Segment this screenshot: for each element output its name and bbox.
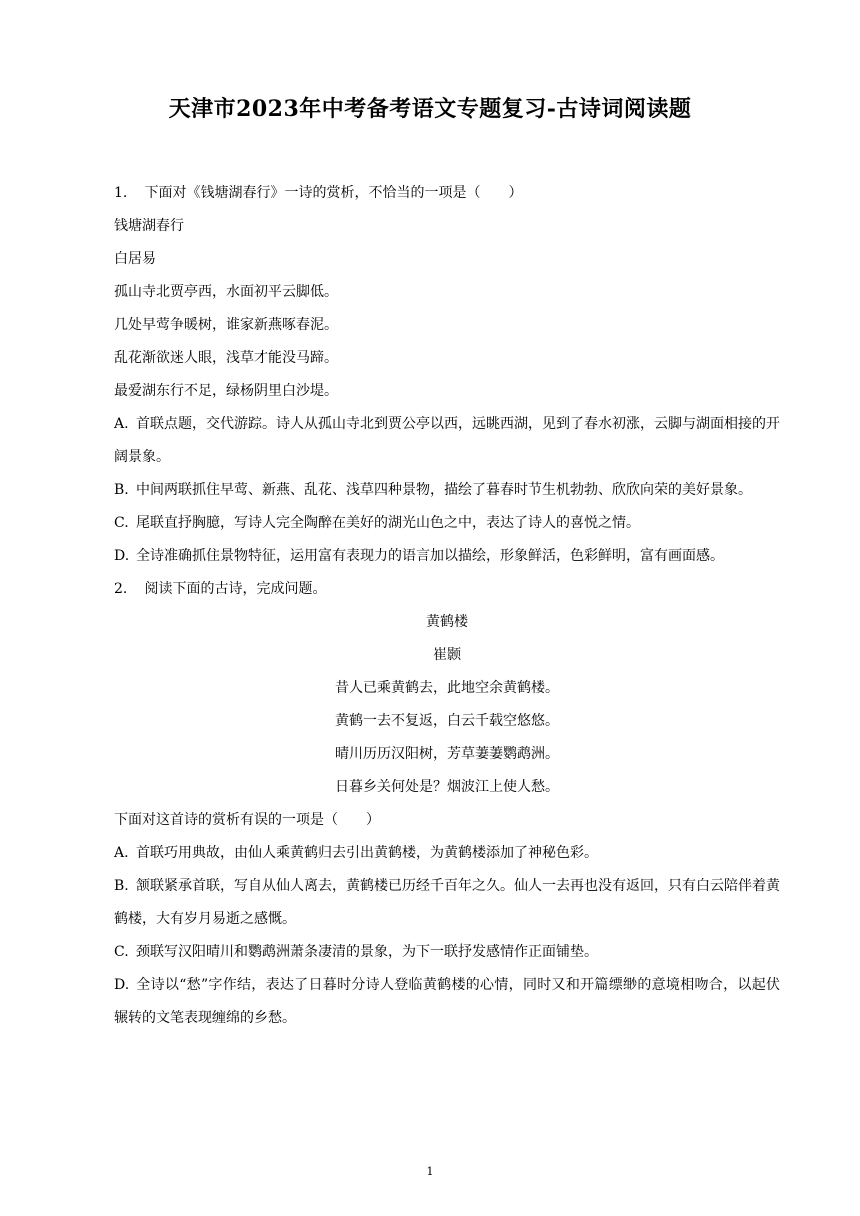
poem-1-line: 孤山寺北贾亭西，水面初平云脚低。 — [114, 284, 338, 300]
option-letter: D. — [114, 977, 130, 993]
option-letter: A. — [114, 416, 129, 432]
poem-1-line: 最爱湖东行不足，绿杨阴里白沙堤。 — [114, 383, 338, 399]
question-1-option-c — [114, 507, 780, 540]
question-2-prompt: 下面对这首诗的赏析有误的一项是（ ） — [114, 812, 380, 828]
option-text: 首联点题，交代游踪。诗人从孤山寺北到贾公亭以西，远眺西湖，见到了春水初涨，云脚与湖面相接的开阔景象。 — [114, 416, 780, 465]
option-text: 尾联直抒胸臆，写诗人完全陶醉在美好的湖光山色之中，表达了诗人的喜悦之情。 — [136, 515, 640, 531]
option-text: 全诗以“愁”字作结，表达了日暮时分诗人登临黄鹤楼的心情，同时又和开篇缥缈的意境相吻合，以起伏辗转的文笔表现缠绵的乡愁。 — [114, 977, 780, 1026]
poem-1-author: 白居易 — [114, 251, 156, 267]
poem-2-line: 晴川历历汉阳树，芳草萋萋鹦鹉洲。 — [335, 746, 559, 762]
poem-1-line: 几处早莺争暖树，谁家新燕啄春泥。 — [114, 317, 338, 333]
question-1-text: 下面对《钱塘湖春行》一诗的赏析，不恰当的一项是（ ） — [144, 185, 523, 201]
option-text: 全诗准确抓住景物特征，运用富有表现力的语言加以描绘，形象鲜活，色彩鲜明，富有画面感。 — [136, 548, 724, 564]
question-2-number: 2. — [114, 581, 128, 597]
question-1-number: 1. — [114, 185, 128, 201]
question-1-option-d — [114, 540, 780, 573]
poem-1-title: 钱塘湖春行 — [114, 218, 184, 234]
page-number: 1 — [426, 1165, 434, 1178]
option-text: 中间两联抓住早莺、新燕、乱花、浅草四种景物，描绘了暮春时节生机勃勃、欣欣向荣的美好景象。 — [136, 482, 752, 498]
question-2-option-c — [114, 936, 780, 969]
option-letter: B. — [114, 878, 129, 894]
option-letter: D. — [114, 548, 130, 564]
question-2-stem — [114, 573, 780, 606]
poem-2-line: 昔人已乘黄鹤去，此地空余黄鹤楼。 — [335, 680, 559, 696]
poem-2-line: 日暮乡关何处是？烟波江上使人愁。 — [335, 779, 559, 795]
poem-2-line: 黄鹤一去不复返，白云千载空悠悠。 — [335, 713, 559, 729]
question-2-text: 阅读下面的古诗，完成问题。 — [144, 581, 327, 597]
option-letter: C. — [114, 515, 129, 531]
question-2-option-d — [114, 969, 780, 1035]
document-body — [114, 177, 780, 1035]
page-title: 天津市2023年中考备考语文专题复习-古诗词阅读题 — [168, 96, 692, 122]
poem-2-author: 崔颢 — [433, 647, 461, 663]
question-1-option-a — [114, 408, 780, 474]
question-1-stem — [114, 177, 780, 210]
option-letter: B. — [114, 482, 129, 498]
poem-2-title: 黄鹤楼 — [426, 614, 468, 630]
question-2-option-a — [114, 837, 780, 870]
question-1-option-b — [114, 474, 780, 507]
poem-1-line: 乱花渐欲迷人眼，浅草才能没马蹄。 — [114, 350, 338, 366]
option-letter: C. — [114, 944, 129, 960]
option-letter: A. — [114, 845, 129, 861]
question-2-option-b — [114, 870, 780, 936]
option-text: 首联巧用典故，由仙人乘黄鹤归去引出黄鹤楼，为黄鹤楼添加了神秘色彩。 — [136, 845, 598, 861]
option-text: 颈联写汉阳晴川和鹦鹉洲萧条凄清的景象，为下一联抒发感情作正面铺垫。 — [136, 944, 598, 960]
option-text: 颔联紧承首联，写自从仙人离去，黄鹤楼已历经千百年之久。仙人一去再也没有返回，只有白云陪伴着黄鹤楼，大有岁月易逝之感慨。 — [114, 878, 780, 927]
